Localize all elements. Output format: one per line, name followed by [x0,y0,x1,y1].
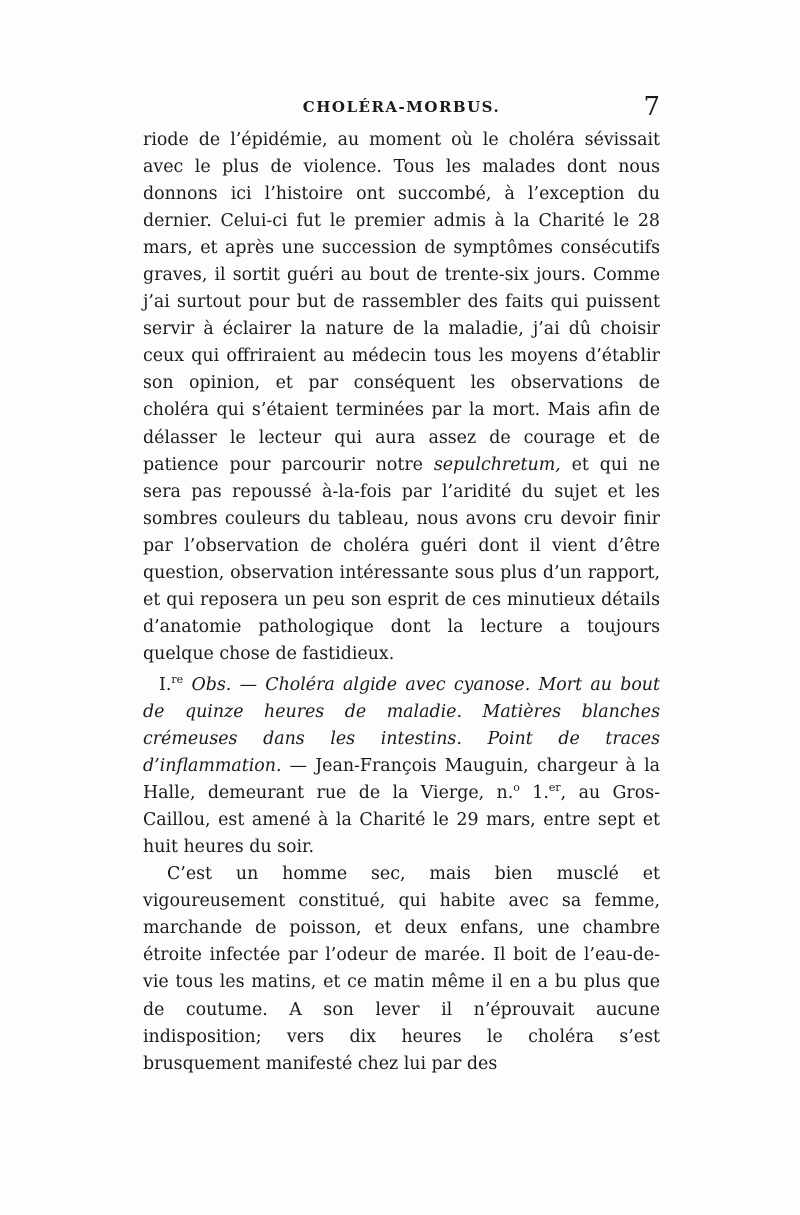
page-number: 7 [643,92,660,122]
body-text [143,127,660,1078]
paragraph-text: riode de l’épidémie, au moment où le choléra sévissait avec le plus de violence. Tous les malades dont nous donnons ici l’histoire ont succombé, à l’exception du dernier. Celui-ci fut le premier admis à la Charité le 28 mars, et après une succession de symptômes consécutifs graves, il sortit guéri au bout de trente-six jours. Comme j’ai surtout pour but de rassembler des faits qui puissent servir à éclairer la nature de la maladie, j’ai dû choisir ceux qui offriraient au médecin tous les moyens d’établir son opinion, et par conséquent les observations de choléra qui s’étaient terminées par la mort. Mais afin de délasser le lecteur qui aura assez de courage et de patience pour parcourir notre [143,130,660,475]
paragraph-continued [143,127,660,668]
observation-title: — Choléra algide avec cyanose. Mort au bout de quinze heures de maladie. Matières blanches crémeuses dans les intestins. Point de traces d’inflammation. [143,674,660,777]
observation-text: — Jean-François Mauguin, chargeur à la Halle, demeurant rue de la Vierge, n.$^o$ 1.$^{er}$, au Gros-Caillou, est amené à la Charité le 29 mars, entre sept et huit heures du soir. [143,756,660,858]
observation-label: Obs. [191,674,232,695]
observation-number: I.$^{re}$ [159,673,184,695]
page-header [143,92,660,126]
case-description-paragraph: C’est un homme sec, mais bien musclé et vigoureusement constitué, qui habite avec sa femme, marchande de poisson, et deux enfans, une chambre étroite infectée par l’odeur de marée. Il boit de l’eau-de-vie tous les matins, et ce matin même il en a bu plus que de coutume. A son lever il n’éprouvait aucune indisposition; vers dix heures le choléra s’est brusquement manifesté chez lui par des [143,864,660,1074]
italic-term: sepulchretum, [433,454,561,475]
running-title: CHOLÉRA-MORBUS. [302,98,501,116]
paragraph-text-after: et qui ne sera pas repoussé à-la-fois par l’aridité du sujet et les sombres couleurs du tableau, nous avons cru devoir finir par l’observation de choléra guéri dont il vient d’être question, observation intéressante sous plus d’un rapport, et qui reposera un peu son esprit de ces minutieux détails d’anatomie pathologique dont la lecture a toujours quelque chose de fastidieux. [143,454,660,664]
observation-paragraph [143,672,660,861]
